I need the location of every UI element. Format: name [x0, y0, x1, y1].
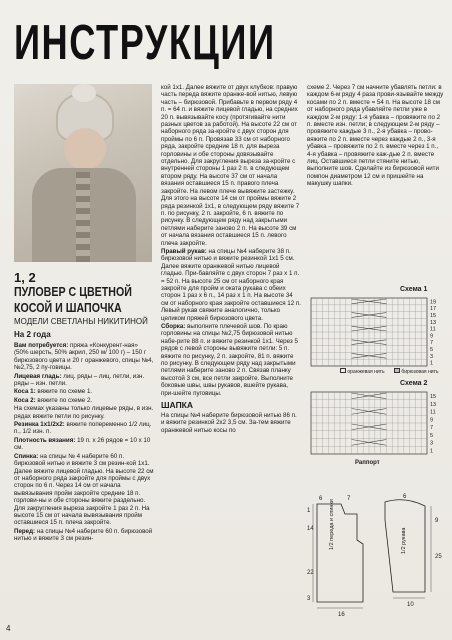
pattern-heading-2: КОСОЙ И ШАПОЧКА	[14, 300, 122, 315]
scheme-2-rapport: Раппорт	[355, 460, 380, 466]
dim-label: 22	[307, 570, 314, 576]
photo-pompom	[72, 84, 96, 102]
scheme-2-chart	[307, 390, 445, 458]
paragraph-lead: Коса 1:	[14, 388, 36, 396]
paragraph-text: на спицы №4 наберите 38 п. бирюзовой нитью и вяжите резинкой 1х1 5 см. Далее вяжите оранжевой нитью лицевой гладью. При-бавляйте с двух сторон 7 раз х 1 п. = 52 п. На высоте 25 см от наборного края закройте для пройм и оката рукава с обеих сторон 1 раз х 6 п., 14 раз х 1 п. На высоте 34 см от наборного края закройте оставшиеся 12 п. Левый рукав свяжите аналогично, только целиком пряжей бирюзового цвета.	[161, 247, 301, 322]
paragraph-text: На спицы №4 наберите бирюзовой нитью 86 п. и вяжите резинкой 2х2 3,5 см. За-тем вяжите оранжевой нитью косы по	[161, 412, 297, 434]
paragraph-lead: Резинка 1х1/2х2:	[14, 421, 65, 429]
scheme-row-label: 7	[430, 340, 434, 347]
scheme-row-label: 15	[430, 394, 437, 401]
paragraph-text: 19 п. х 26 рядов = 10 х 10 см.	[14, 436, 151, 452]
col1-paragraph-6	[14, 437, 154, 452]
sleeve-label: 1/2 рукава	[401, 527, 407, 554]
photo-face	[64, 128, 106, 170]
child-photo	[14, 84, 152, 262]
pattern-number: 1, 2	[14, 270, 36, 285]
paragraph-text: схеме 2. Через 7 см начните убавлять петли: в каждом 6-м ряду 4 раза прови-язывайте между косами по 2 п. вместе = 54 п. На высоте 18 см от наборного ряда убавляйте петли уже в каждом 2-м ряду: 1-я убавка – провяжите по 2 п. вместе изн. петли; в следующем 2-м ряду – провяжите каждые 3 п., 2-я убавка – прово-вяжите по 2 п. вместе через каждые 2 п., 3-я убавка – провяжите по 2 п. вместе через 1 п., 4-я убавка – провяжите каж-дые 2 п. вместе лиц. Оставшиеся петли стяните нитью, выполните шов. Сделайте из бирюзовой нити помпон диаметром 12 см и пришейте на макушку шапки.	[307, 84, 444, 188]
dim-sleeve-top: 6	[403, 494, 407, 500]
col2-paragraph-4	[161, 412, 301, 434]
scheme-row-label: 1	[430, 448, 434, 455]
col1-paragraph-7	[14, 453, 154, 527]
paragraph-lead: Лицевая гладь:	[14, 372, 62, 380]
paragraph-lead: Вам потребуется:	[14, 342, 69, 349]
photo-cable	[76, 172, 90, 262]
scheme-1-legend-turq: бирюзовая нить	[401, 369, 439, 375]
section-heading: ШАПКА	[161, 400, 194, 411]
paragraph-text: кой 1х1. Далее вяжите от двух клубков: правую часть переда вяжите оранже-вой нитью, левую часть – бирюзовой. Прибавьте в первом ряду 4 п. = 64 п. и вяжите лицевой гладью, на средних 20 п. вывязывайте косу (протягивайте нити разных цветов за работой). На высоте 22 см от наборного ряда за-кройте с двух сторон для проймы по 6 п. Провязав 33 см от наборного ряда, закройте средние 18 п. для выреза горловины и обе стороны довязывайте отдельно. Для закругления выреза за-кройте с внутренней стороны 1 раз 2 п. в следующем втором ряду. На высоте 37 см от начала вязания оставшиеся 15 п. правого плеча закройте. На левом плече вывяжите застежку. Для этого на высоте 14 см от проймы вяжите 2 ряда резинкой 1х1, в следующем ряду вяжите 7 п. по рисунку, 2 п. закройте, 6 п. вяжите по рисунку. В следующем ряду над закрытыми петлями наберите заново 2 п. На высоте 39 см от начала вязания оставшиеся 15 п. левого плеча закройте.	[161, 84, 300, 247]
column-3	[307, 84, 445, 189]
pattern-pieces	[307, 492, 447, 620]
col2-paragraph-2	[161, 323, 301, 397]
scheme-row-label: 3	[430, 353, 434, 360]
scheme-row-label: 7	[430, 425, 434, 432]
back-front-label: 1/2 переда и спинки	[329, 499, 335, 550]
paragraph-text: вяжите по схеме 2.	[35, 396, 93, 404]
scheme-row-label: 11	[430, 409, 436, 416]
pattern-size: На 2 года	[14, 330, 51, 339]
scheme-1-legend-orange: оранжевая нить	[347, 369, 385, 375]
paragraph-text: на спицы № 4 наберите 60 п. бирюзовой нитью и вяжите 3 см резин-кой 1х1. Далее вяжите лицевой гладью. На высоте 22 см от наборного ряда закройте для проймы с двух сторон по 6 п. Через 14 см от начала вывязывания пройм закройте средние 18 п. горлови-ны и обе стороны вяжите раздельно. Для закругления выреза закройте 1 раз 2 п. На высоте 15 см от начала вывязывания пройм оставшиеся 15 п. плеча закройте.	[14, 452, 154, 527]
col1-paragraph-3	[14, 397, 154, 404]
paragraph-lead: Перед:	[14, 527, 36, 535]
bleed-through-text	[294, 14, 444, 70]
scheme-1-legend-orange-swatch	[340, 368, 346, 373]
column-1-body	[14, 342, 154, 543]
scheme-row-label: 19	[430, 299, 437, 306]
dim-label: 1	[307, 508, 311, 514]
dim-bottom: 16	[338, 612, 345, 618]
scheme-1-chart	[307, 296, 445, 370]
column-1	[14, 264, 154, 544]
back-front-piece	[317, 504, 363, 602]
scheme-2-label: Схема 2	[400, 380, 428, 387]
column-3-body	[307, 84, 445, 188]
paragraph-text: выполните плечевой шов. По краю горловины на спицы №2,75 бирюзовой нитью набе-рите 88 п. и вяжите резинкой 1х1. Через 5 рядов с левой стороны вывяжите петли: 5 п. вяжите по рисунку, 2 п. закройте, 81 п. вяжите по рисунку. В следующем ряду над закрытыми петлями наберите заново 2 п. Связав планку высотой 3 см, все петли закройте. Выполните боковые швы, швы рукавов, вшейте рукава, при-шейте пуговицы.	[161, 323, 298, 397]
col1-paragraph-4	[14, 405, 154, 420]
paragraph-text: пряжа «Конкурент-ная» (50% шерсть, 50% акрил, 250 м/ 100 г) – 150 г бирюзового цвета и 20 г оранжевого, спицы №4, №2,75, 2 пу-говицы.	[14, 342, 154, 372]
scheme-row-label: 9	[430, 333, 434, 340]
paragraph-lead: Коса 2:	[14, 396, 36, 404]
dim-label: 7	[347, 496, 351, 502]
col1-paragraph-0	[14, 342, 154, 372]
scheme-row-label: 3	[430, 440, 434, 447]
dim-label: 14	[307, 526, 314, 532]
col2-paragraph-1	[161, 248, 301, 322]
scheme-1-label: Схема 1	[400, 286, 428, 293]
page-number: 4	[6, 624, 11, 633]
paragraph-text: лиц. ряды – лиц. петли, изн. ряды – изн. петли.	[14, 372, 145, 388]
paragraph-text: на спицы №4 наберите 60 п. бирюзовой нитью и вяжите 3 см резин-	[14, 527, 153, 543]
paragraph-text: На схемах указаны только лицевые ряды, в изн. рядах вяжите петли по рисунку.	[14, 405, 154, 420]
paragraph-text: вяжите попеременно 1/2 лиц. п., 1/2 изн. п.	[14, 421, 152, 436]
column-2	[161, 84, 301, 435]
pattern-author: МОДЕЛИ СВЕТЛАНЫ НИКИТИНОЙ	[14, 317, 148, 326]
dim-label: 25	[435, 554, 442, 560]
dim-label: 9	[435, 518, 439, 524]
paragraph-lead: Спинка:	[14, 452, 39, 460]
scheme-row-label: 15	[430, 313, 437, 320]
scheme-row-label: 13	[430, 319, 437, 326]
paragraph-lead: Сборка:	[161, 323, 186, 330]
scheme-row-label: 9	[430, 417, 434, 424]
col3-paragraph-0	[307, 84, 445, 188]
paragraph-text: вяжите по схеме 1.	[35, 388, 93, 396]
scheme-row-label: 5	[430, 347, 434, 354]
col1-paragraph-5	[14, 421, 154, 436]
dim-label: 3	[307, 596, 311, 602]
page-title: ИНСТРУКЦИИ	[14, 16, 276, 70]
pattern-heading-1: ПУЛОВЕР С ЦВЕТНОЙ	[14, 284, 132, 299]
scheme-row-label: 11	[430, 326, 436, 333]
dim-label: 6	[319, 496, 323, 502]
paragraph-lead: Правый рукав:	[161, 247, 207, 255]
col2-paragraph-0	[161, 84, 301, 247]
scheme-row-label: 13	[430, 401, 437, 408]
col1-paragraph-2	[14, 388, 154, 395]
col1-paragraph-8	[14, 528, 154, 543]
scheme-row-label: 17	[430, 306, 437, 313]
dim-sleeve-bottom: 10	[407, 602, 414, 608]
col1-paragraph-1	[14, 373, 154, 388]
column-2-body	[161, 84, 301, 434]
paragraph-lead: Плотность вязания:	[14, 436, 76, 444]
scheme-row-label: 5	[430, 432, 434, 439]
scheme-1-legend-turq-swatch	[394, 368, 400, 373]
scheme-row-label: 1	[430, 360, 434, 367]
